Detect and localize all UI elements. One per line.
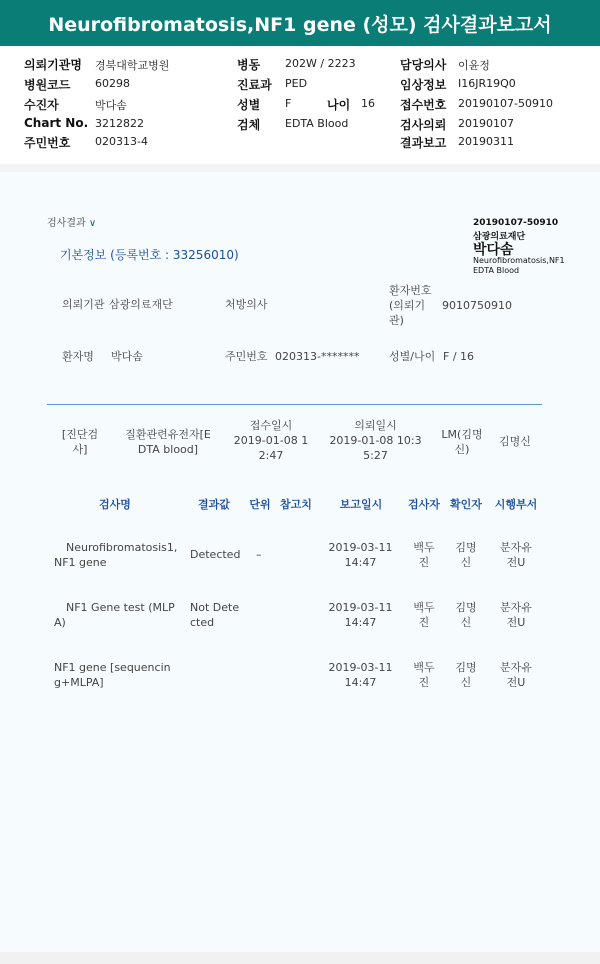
row-department-line-2: 전U: [506, 616, 526, 629]
requested-value-line-1: 2019-01-08 10:3: [329, 434, 422, 447]
stamp-name: 박다솜: [473, 242, 514, 258]
test-type-line-2: DTA blood]: [137, 443, 199, 456]
row-checker-line-2: 신: [460, 616, 472, 629]
row-report-date-line-2: 14:47: [344, 556, 377, 569]
lab-manager-name: 김명신: [499, 435, 531, 448]
received-value-line-2: 2:47: [258, 449, 284, 462]
sexage-label: 성별/나이: [389, 350, 436, 363]
report-header: [0, 46, 600, 165]
results-toggle[interactable]: [47, 214, 96, 229]
stamp-test: Neurofibromatosis,NF1: [473, 256, 565, 265]
col-tester: 검사자: [408, 498, 440, 511]
received-value-line-1: 2019-01-08 1: [233, 434, 309, 447]
sex-label: 성별: [237, 98, 261, 112]
age-label: 나이: [327, 98, 351, 112]
row-checker: [446, 660, 486, 690]
results-toggle-label: 검사결과: [47, 218, 86, 229]
patient-no-label-line-2: (의뢰기: [389, 299, 426, 312]
row-checker: [446, 600, 486, 630]
row-department-line-2: 전U: [506, 676, 526, 689]
col-result: 결과값: [198, 498, 230, 511]
sexage-value: F / 16: [443, 350, 475, 363]
row-department-line-1: 분자유: [500, 601, 532, 614]
specimen-value: EDTA Blood: [285, 117, 349, 130]
row-test-name-line-2: g+MLPA]: [54, 676, 104, 689]
info-ssn-label: 주민번호: [225, 350, 268, 363]
row-checker-line-2: 신: [460, 556, 472, 569]
row-test-name: [54, 600, 184, 630]
row-tester-line-2: 진: [418, 556, 430, 569]
doctor-label: 담당의사: [400, 58, 447, 72]
requested-label: 의뢰일시: [354, 419, 397, 432]
dept-value: PED: [285, 77, 308, 90]
row-tester-line-1: 백두: [413, 541, 435, 554]
hospital-value: 경북대학교병원: [95, 59, 170, 72]
row-result: [190, 600, 239, 630]
lab-manager-line-1: LM(김명: [441, 428, 483, 441]
diag-category: [52, 427, 108, 457]
row-report-date-line-1: 2019-03-11: [328, 661, 393, 674]
clinical-value: I16JR19Q0: [458, 77, 516, 90]
row-test-name-line-1: NF1 Gene test (MLP: [66, 601, 175, 614]
section-divider: [47, 404, 542, 405]
row-department-line-1: 분자유: [500, 541, 532, 554]
requested-datetime: [323, 418, 428, 463]
chevron-down-icon: ∨: [88, 218, 97, 229]
ssn-value: 020313-4: [95, 135, 148, 148]
col-reference: 참고치: [280, 498, 312, 511]
chart-label: Chart No.: [24, 116, 89, 130]
ward-label: 병동: [237, 58, 261, 72]
col-checker: 확인자: [450, 498, 482, 511]
patient-no-label-line-1: 환자번호: [389, 284, 432, 297]
requester-value: 삼광의료재단: [109, 298, 173, 311]
doctor-value: 이윤정: [458, 59, 490, 72]
age-value: 16: [361, 97, 375, 110]
test-type: [112, 427, 224, 457]
row-report-date-line-1: 2019-03-11: [328, 601, 393, 614]
row-result-line-1: Not Dete: [190, 601, 240, 614]
code-label: 병원코드: [24, 78, 71, 92]
row-report-date-line-1: 2019-03-11: [328, 541, 393, 554]
row-tester-line-1: 백두: [413, 601, 435, 614]
col-unit: 단위: [249, 498, 271, 511]
receipt-value: 20190107-50910: [458, 97, 553, 110]
ssn-label: 주민번호: [24, 136, 71, 150]
ward-value: 202W / 2223: [285, 57, 356, 70]
patient-value: 박다솜: [95, 99, 127, 112]
table-row: [0, 660, 600, 700]
row-tester-line-2: 진: [418, 676, 430, 689]
col-test-name: 검사명: [99, 498, 131, 511]
row-test-name-line-2: A): [54, 616, 66, 629]
patient-name-value: 박다솜: [111, 350, 143, 363]
hospital-label: 의뢰기관명: [24, 58, 82, 72]
row-tester: [404, 600, 444, 630]
receipt-label: 접수번호: [400, 98, 447, 112]
row-department: [492, 660, 540, 690]
table-row: [0, 600, 600, 640]
prescriber-label: 처방의사: [225, 298, 268, 311]
row-tester: [404, 660, 444, 690]
row-test-name-line-1: NF1 gene [sequencin: [54, 661, 171, 674]
bottom-bar: [0, 952, 600, 964]
col-department: 시행부서: [494, 498, 538, 511]
diag-category-line-2: 사]: [72, 443, 88, 456]
clinical-label: 임상정보: [400, 78, 447, 92]
row-department-line-2: 전U: [506, 556, 526, 569]
row-unit: –: [256, 548, 262, 561]
row-report-date-line-2: 14:47: [344, 616, 377, 629]
dept-label: 진료과: [237, 78, 272, 92]
basic-info-title: 기본정보 (등록번호 : 33256010): [60, 248, 239, 262]
row-result-line-2: cted: [190, 616, 215, 629]
code-value: 60298: [95, 77, 130, 90]
test-type-line-1: 질환관련유전자[E: [125, 428, 211, 441]
stamp-org: 삼광의료재단: [473, 232, 526, 242]
row-checker-line-2: 신: [460, 676, 472, 689]
received-datetime: [226, 418, 316, 463]
requested-value-line-2: 5:27: [363, 449, 388, 462]
result-document: [0, 172, 600, 952]
report-date-label: 결과보고: [400, 136, 447, 150]
row-department: [492, 600, 540, 630]
received-label: 접수일시: [249, 419, 293, 432]
col-report-date: 보고일시: [339, 498, 383, 511]
stamp-number: 20190107-50910: [473, 218, 559, 228]
row-result: Detected: [190, 548, 241, 561]
section-gap: [0, 164, 600, 172]
row-report-date-line-2: 14:47: [344, 676, 377, 689]
row-test-name-line-1: Neurofibromatosis1,: [66, 541, 178, 554]
specimen-label: 검체: [237, 118, 261, 132]
row-checker-line-1: 김명: [455, 541, 477, 554]
row-department-line-1: 분자유: [500, 661, 532, 674]
diag-category-line-1: [진단검: [61, 428, 99, 441]
patient-no-value: 9010750910: [442, 299, 512, 312]
table-row: [0, 540, 600, 580]
report-date-value: 20190311: [458, 135, 514, 148]
row-checker: [446, 540, 486, 570]
row-tester: [404, 540, 444, 570]
request-label: 검사의뢰: [400, 118, 447, 132]
row-test-name: [54, 540, 184, 570]
report-title: Neurofibromatosis,NF1 gene (성모) 검사결과보고서: [48, 13, 552, 36]
row-checker-line-1: 김명: [455, 601, 477, 614]
row-test-name-line-2: NF1 gene: [54, 556, 107, 569]
request-value: 20190107: [458, 117, 514, 130]
patient-no-label: [389, 283, 432, 328]
chart-value: 3212822: [95, 117, 144, 130]
lab-manager-line-2: 신): [454, 443, 470, 456]
row-report-date: [323, 540, 398, 570]
row-checker-line-1: 김명: [455, 661, 477, 674]
report-title-bar: [0, 0, 600, 46]
sex-value: F: [285, 97, 292, 110]
patient-no-label-line-3: 관): [389, 314, 404, 327]
patient-label: 수진자: [24, 98, 59, 112]
row-department: [492, 540, 540, 570]
row-report-date: [323, 600, 398, 630]
patient-name-label: 환자명: [62, 350, 94, 363]
row-test-name: [54, 660, 184, 690]
lab-manager: [432, 427, 492, 457]
row-tester-line-1: 백두: [413, 661, 435, 674]
info-ssn-value: 020313-*******: [275, 350, 360, 363]
stamp-specimen: EDTA Blood: [473, 266, 520, 275]
requester-label: 의뢰기관: [62, 298, 105, 311]
row-report-date: [323, 660, 398, 690]
row-tester-line-2: 진: [418, 616, 430, 629]
